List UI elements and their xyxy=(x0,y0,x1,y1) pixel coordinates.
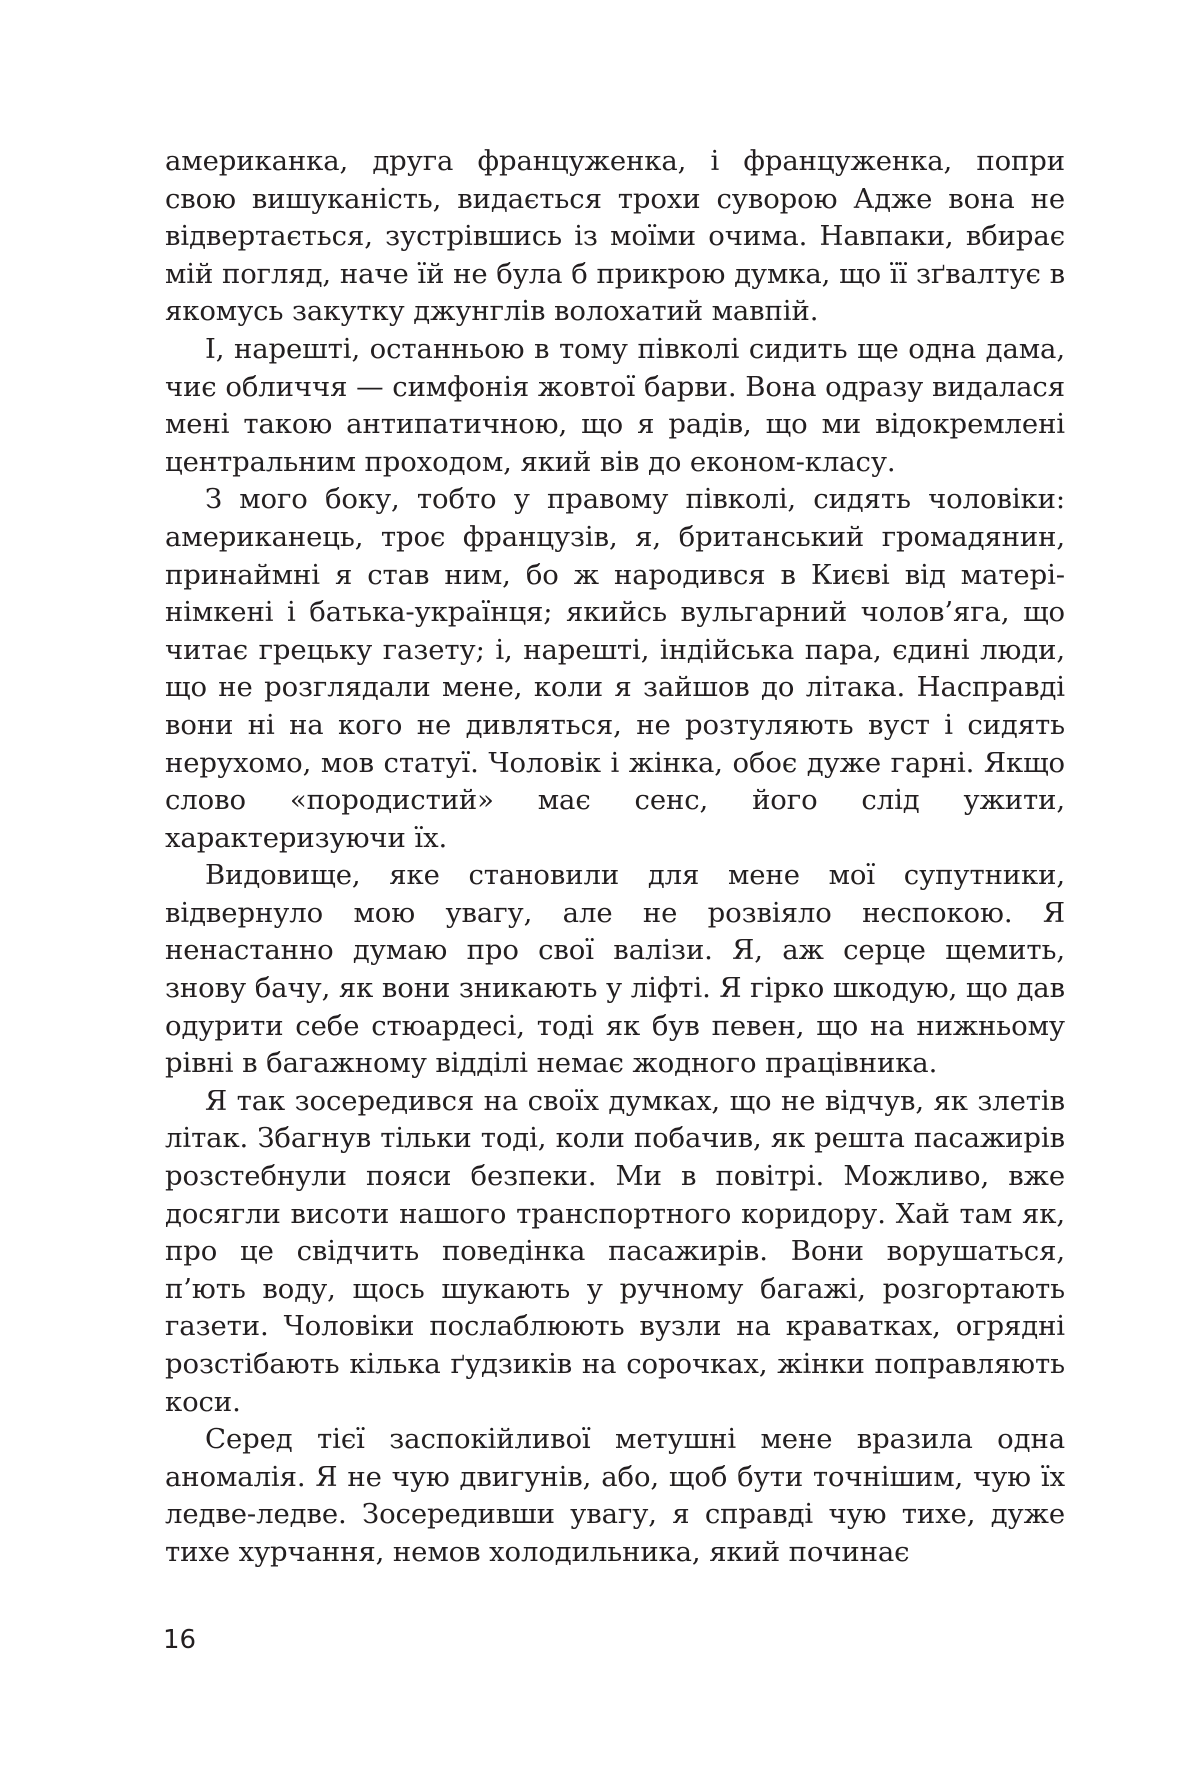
paragraph-4: Видовище, яке становили для мене мої супутники, відвернуло мою увагу, але не розвіяло неспокою. Я ненастанно думаю про свої валізи. Я, аж серце щемить, знову бачу, як вони зникають у ліфті. Я гірко шкодую, що дав одурити себе стюардесі, тоді як був певен, що на нижньому рівні в багажному відділі немає жодного працівника. xyxy=(165,859,1065,1080)
paragraph-6: Серед тієї заспокійливої метушні мене вразила одна аномалія. Я не чую двигунів, або, щоб бути точнішим, чую їх ледве-ледве. Зосередивши увагу, я справді чую тихе, дуже тихе хурчання, немов холодильника, який починає xyxy=(165,1423,1065,1568)
page-number: 16 xyxy=(163,1625,197,1655)
paragraph-5: Я так зосередився на своїх думках, що не відчув, як злетів літак. Збагнув тільки тоді, коли побачив, як решта пасажирів розстебнули пояси безпеки. Ми в повітрі. Можливо, вже досягли висоти нашого транспортного коридору. Хай там як, про це свідчить поведінка пасажирів. Вони ворушаться, п’ють воду, щось шукають у ручному багажі, розгортають газети. Чоловіки послаблюють вузли на краватках, огрядні розстібають кілька ґудзиків на сорочках, жінки поправляють коси. xyxy=(165,1084,1065,1418)
paragraph-2: І, нарешті, останньою в тому півколі сидить ще одна дама, чиє обличчя — симфонія жовтої барви. Вона одразу видалася мені такою антипатичною, що я радів, що ми відокремлені центральним проходом, який вів до економ-класу. xyxy=(165,332,1065,478)
paragraph-3: З мого боку, тобто у правому півколі, сидять чоловіки: американець, троє французів, я, британський громадянин, принаймні я став ним, бо ж народився в Києві від матері-німкені і батька-українця; якийсь вульгарний чолов’яга, що читає грецьку газету; і, нарешті, індійська пара, єдині люди, що не розглядали мене, коли я зайшов до літака. Насправді вони ні на кого не дивляться, не розтуляють вуст і сидять нерухомо, мов статуї. Чоловік і жінка, обоє дуже гарні. Якщо слово «породистий» має сенс, його слід ужити, характеризуючи їх. xyxy=(165,483,1065,854)
paragraph-1: американка, друга француженка, і француженка, попри свою вишуканість, видається трохи суворою Адже вона не відвертається, зустрівшись із моїми очима. Навпаки, вбирає мій погляд, наче їй не була б прикрою думка, що її зґвалтує в якомусь закутку джунглів волохатий мавпій. xyxy=(165,145,1065,328)
body-text xyxy=(165,143,1065,1572)
